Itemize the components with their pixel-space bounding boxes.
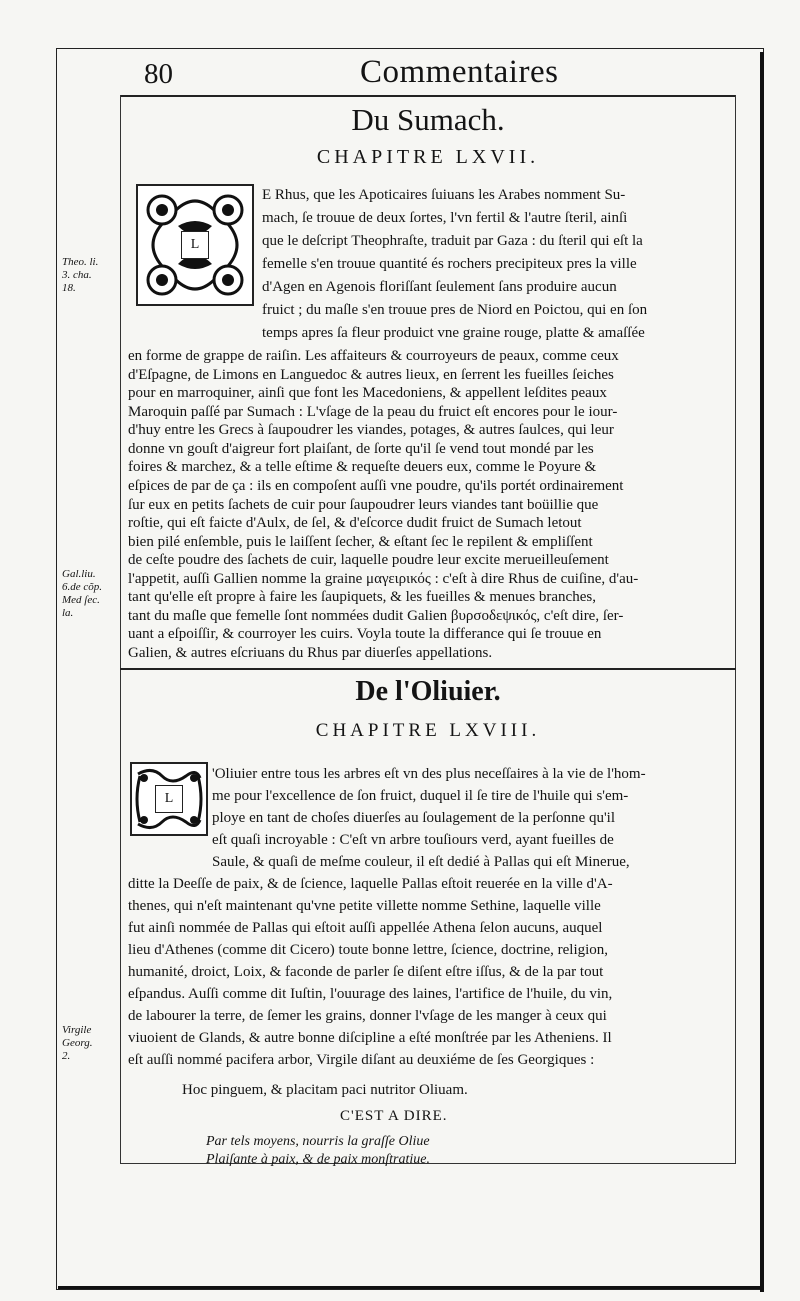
text-line: viuoient de Glands, & autre bonne diſcipline a eſté monſtrée par les Atheniens. Il xyxy=(128,1030,612,1046)
text-line: 'Oliuier entre tous les arbres eſt vn des plus neceſſaires à la vie de l'hom- xyxy=(212,766,646,782)
text-line: que le deſcript Theophraſte, traduit par Gaza : du ſteril qui eſt la xyxy=(262,233,643,249)
margin-note-theophraste: Theo. li. 3. cha. 18. xyxy=(62,256,99,294)
section-title-sumach: Du Sumach. xyxy=(351,102,505,137)
text-line: thenes, qui n'eſt maintenant qu'vne petite villette nomme Sethine, laquelle ville xyxy=(128,898,601,914)
running-head: Commentaires xyxy=(360,54,559,90)
text-line: eſt quaſi incroyable : C'eſt vn arbre touſiours verd, ayant fueilles de xyxy=(212,832,614,848)
text-line: donne vn gouſt d'aigreur fort plaiſant, de ſorte qu'il ſe vend tout mondé par les xyxy=(128,440,594,457)
text-line: d'Agen en Agenois floriſſant ſeulement ſans produire aucun xyxy=(262,279,617,295)
chapter-heading-67: CHAPITRE LXVII. xyxy=(316,146,540,168)
latin-verse: Hoc pinguem, & placitam paci nutritor Oliuam. xyxy=(182,1082,468,1098)
text-line: Maroquin paſſé par Sumach : L'vſage de la peau du fruict eſt encores pour le iour- xyxy=(128,403,618,420)
text-line: ditte la Deeſſe de paix, & de ſcience, laquelle Pallas eſtoit reuerée en la ville d'A- xyxy=(128,876,613,892)
text-line: roſtie, qui eſt faicte d'Aulx, de ſel, & d'eſcorce dudit fruict de Sumach letout xyxy=(128,515,582,532)
text-line: tant du maſle que femelle ſont nommées dudit Galien βυρσοδεψικός, c'eſt dire, ſer- xyxy=(128,607,624,624)
text-line: temps apres ſa fleur produict vne graine rouge, platte & amaſſée xyxy=(262,325,645,341)
cest-a-dire-heading: C'EST A DIRE. xyxy=(340,1108,448,1124)
text-line: femelle s'en trouue quantité és rochers precipiteux pres la ville xyxy=(262,256,637,272)
text-line: de labourer la terre, de ſemer les grains, donner l'vſage de les manger à ceux qui xyxy=(128,1008,607,1024)
text-line: fruict ; du maſle s'en trouue pres de Niord en Poictou, qui en ſon xyxy=(262,302,648,318)
margin-note-galien: Gal.liu. 6.de cõp. Med ſec. la. xyxy=(62,568,103,619)
margin-note-virgile: Virgile Georg. 2. xyxy=(62,1024,93,1062)
text-line: l'appetit, auſſi Gallien nomme la graine μαγειρικός : c'eſt à dire Rhus de cuiſine, d'au- xyxy=(128,570,639,587)
text-line: en forme de grappe de raiſin. Les affaiteurs & courroyeurs de peaux, comme ceux xyxy=(128,348,619,364)
text-line: de ceſte poudre des ſachets de cuir, laquelle poudre leur excite merueilleuſement xyxy=(128,552,609,569)
text-line: eſpandus. Auſſi comme dit Iuſtin, l'ouurage des laines, l'artifice de l'huile, du vin, xyxy=(128,986,613,1002)
text-line: eſt auſſi nommé pacifera arbor, Virgile diſant au deuxiéme de ſes Georgiques : xyxy=(128,1052,595,1068)
text-line: foires & marchez, & a telle eſtime & requeſte deuers eux, comme le Poyure & xyxy=(128,459,597,476)
text-line: ploye en tant de choſes diuerſes au ſoulagement de la perſonne qu'il xyxy=(212,810,615,826)
frame-shadow-bottom xyxy=(58,1286,764,1289)
section-title-olivier: De l'Oliuier. xyxy=(355,676,501,707)
text-line: uant a eſpoiſſir, & courroyer les cuirs. Voyla toute la differance qui ſe trouue en xyxy=(128,626,602,643)
text-line: humanité, droict, Loix, & faconde de parler ſe diſent eſtre iſſus, & de la par tout xyxy=(128,964,604,980)
frame-shadow-right xyxy=(760,52,764,1292)
text-line: me pour l'excellence de ſon fruict, duquel il ſe tire de l'huile qui s'em- xyxy=(212,788,629,804)
text-line: E Rhus, que les Apoticaires ſuiuans les Arabes nomment Su- xyxy=(262,187,626,203)
text-line: d'huy entre les Grecs à ſaupoudrer les viandes, potages, & autres ſaulces, qui leur xyxy=(128,422,614,439)
section-divider xyxy=(120,668,736,670)
text-line: Saule, & quaſi de meſme couleur, il eſt dedié à Pallas qui eſt Minerue, xyxy=(212,854,630,870)
text-line: Galien, & autres eſcriuans du Rhus par diuerſes appellations. xyxy=(128,645,493,661)
french-verse-line: Par tels moyens, nourris la graſſe Oliue xyxy=(206,1134,430,1149)
page-number: 80 xyxy=(144,58,173,90)
text-line: eſpices de par de ça : ils en compoſent auſſi vne poudre, qu'ils portét ordinairement xyxy=(128,477,624,494)
text-line: mach, ſe trouue de deux ſortes, l'vn fertil & l'autre ſteril, ainſi xyxy=(262,210,628,226)
ornamental-initial xyxy=(130,762,208,836)
initial-letter: L xyxy=(155,785,183,813)
text-line: ſur eux en petits ſachets de cuir pour ſaupoudrer leurs viandes tant boüillie que xyxy=(128,496,599,513)
text-line: fut ainſi nommée de Pallas qui eſtoit auſſi appellée Athena ſelon aucuns, auquel xyxy=(128,920,603,936)
chapter-heading-68: CHAPITRE LXVIII. xyxy=(315,720,541,741)
ornamental-initial xyxy=(136,184,254,306)
text-line: tant qu'elle eſt propre à faire les ſaupiquets, & les fueilles & menues branches, xyxy=(128,589,596,606)
initial-letter: L xyxy=(181,231,209,259)
text-line: pour en marroquiner, ainſi que font les Macedoniens, & appellent leſdites peaux xyxy=(128,385,607,402)
french-verse-line: Plaiſante à paix, & de paix monſtratiue. xyxy=(206,1152,430,1167)
text-line: lieu d'Athenes (comme dit Cicero) toute bonne lettre, ſcience, doctrine, religion, xyxy=(128,942,609,958)
text-line: bien pilé enſemble, puis le laiſſent ſecher, & eſtant ſec le repilent & empliſſent xyxy=(128,533,593,550)
text-line: d'Eſpagne, de Limons en Languedoc & autres lieux, en ſerrent les fueilles ſeiches xyxy=(128,366,614,383)
